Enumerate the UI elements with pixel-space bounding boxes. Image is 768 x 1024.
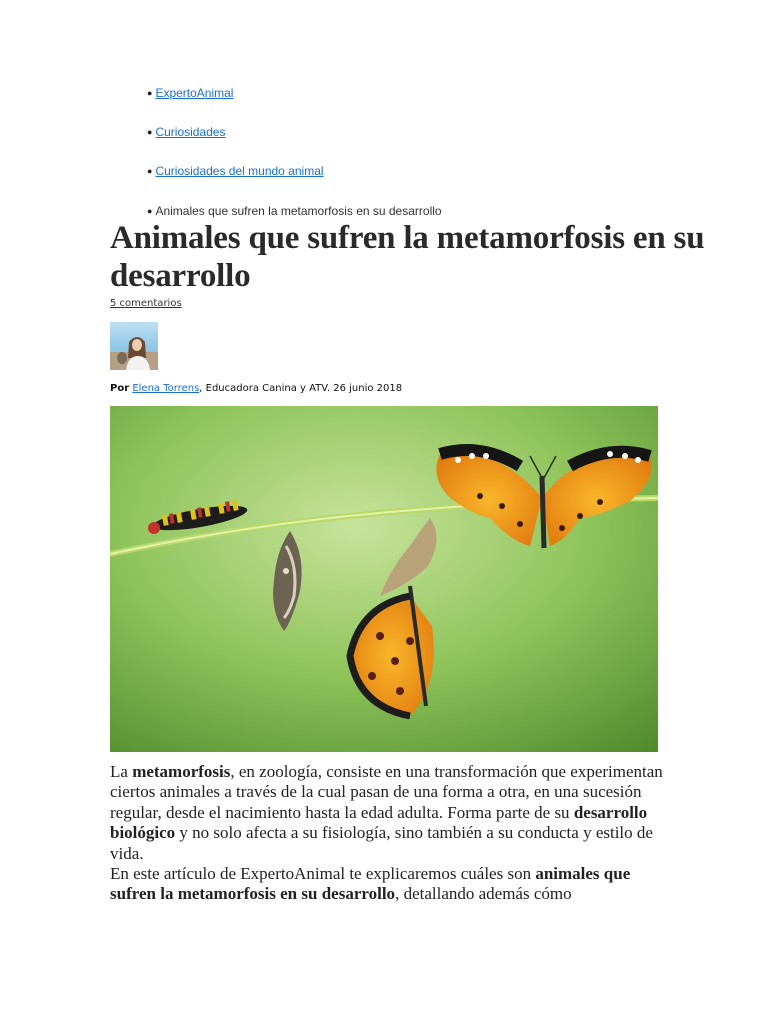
paragraph-text: , detallando además cómo	[395, 884, 572, 904]
term-desarrollo-biologico: desarrollo biológico	[110, 802, 648, 843]
breadcrumb-link-expertoanimal[interactable]: ExpertoAnimal	[155, 86, 234, 100]
hero-image	[110, 406, 658, 752]
bullet-icon: ●	[147, 127, 153, 137]
author-role: , Educadora Canina y ATV.	[199, 383, 331, 394]
comments-link[interactable]: 5 comentarios	[110, 298, 182, 309]
author-avatar-photo	[110, 322, 158, 370]
bullet-icon: ●	[147, 206, 153, 216]
breadcrumb-item-curiosidades-mundo-animal[interactable]	[147, 164, 324, 178]
term-animales-metamorfosis: animales que sufren la metamorfosis en su desarrollo	[110, 864, 631, 904]
paragraph-text: y no solo afecta a su fisiología, sino también a su conducta y estilo de vida.	[110, 823, 653, 863]
breadcrumb-current-page: Animales que sufren la metamorfosis en su desarrollo	[155, 204, 442, 218]
breadcrumb-item-current	[147, 204, 442, 218]
paragraph-text: , en zoología, consiste en una transformación que experimentan ciertos animales a través de la cual pasan de una forma a otra, en una sucesión regular, desde el nacimiento hasta la edad adulta. Forma parte de su	[110, 762, 663, 822]
article-body	[110, 762, 670, 905]
byline-prefix: Por	[110, 383, 130, 394]
breadcrumb-item-curiosidades[interactable]	[147, 125, 225, 139]
bullet-icon: ●	[147, 88, 153, 98]
breadcrumb-link-curiosidades[interactable]: Curiosidades	[155, 125, 226, 139]
bullet-icon: ●	[147, 166, 153, 176]
paragraph-text: La	[110, 762, 133, 781]
intro-paragraph	[110, 762, 670, 864]
second-paragraph	[110, 864, 670, 905]
term-metamorfosis: metamorfosis	[132, 762, 231, 781]
author-link[interactable]: Elena Torrens	[132, 383, 200, 394]
article-byline	[110, 383, 402, 394]
author-avatar[interactable]	[110, 322, 158, 370]
butterfly-metamorphosis-photo	[110, 406, 658, 752]
paragraph-text: En este artículo de ExpertoAnimal te explicaremos cuáles son	[110, 864, 536, 884]
publish-date: 26 junio 2018	[333, 383, 403, 394]
breadcrumb-link-curiosidades-mundo-animal[interactable]: Curiosidades del mundo animal	[155, 164, 324, 178]
page-title: Animales que sufren la metamorfosis en su desarrollo	[110, 220, 705, 294]
breadcrumb-item-expertoanimal[interactable]	[147, 86, 233, 100]
